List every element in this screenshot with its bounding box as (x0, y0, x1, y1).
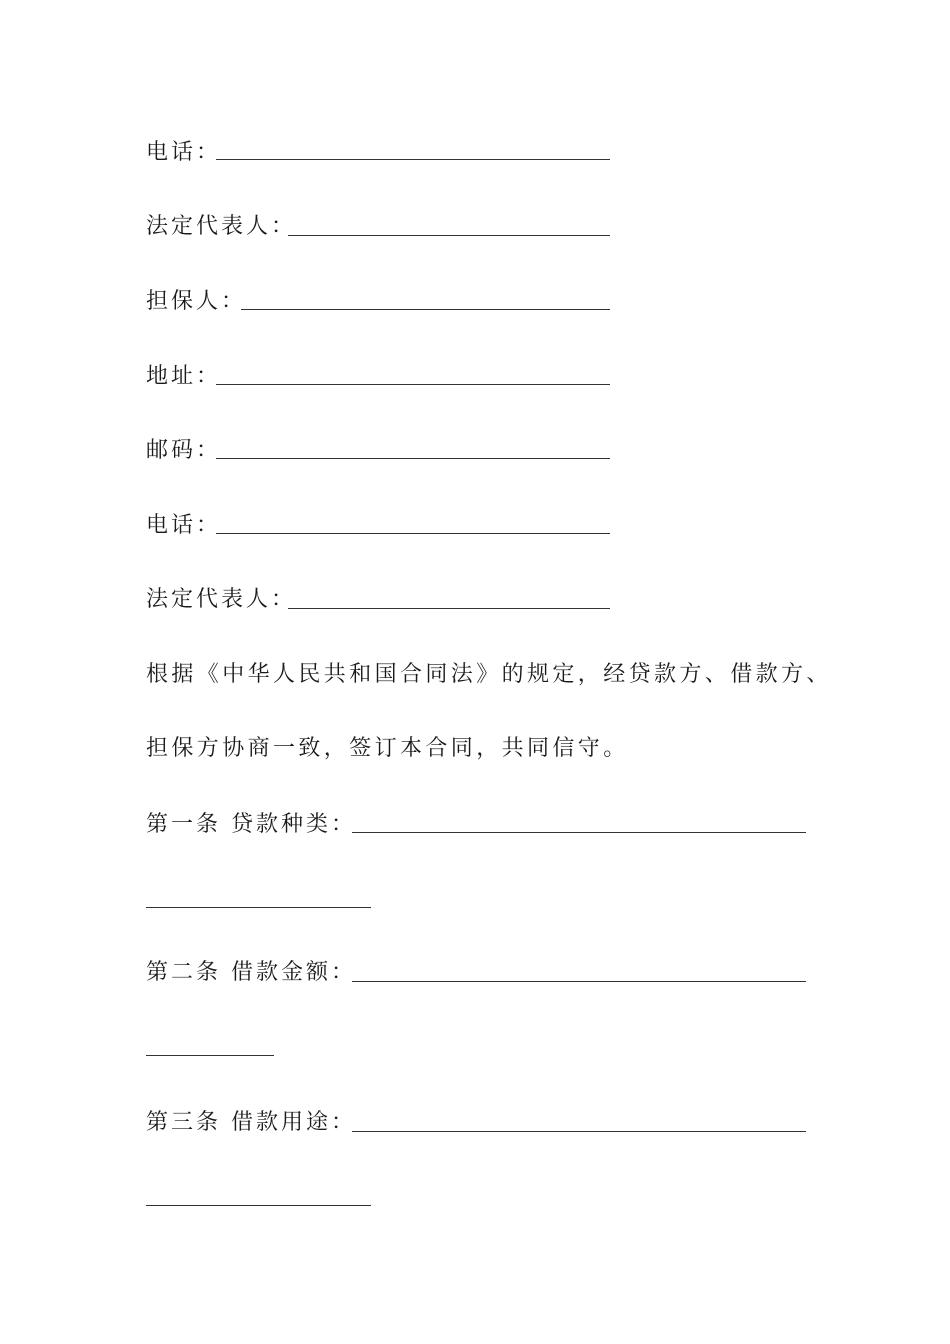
field-address (146, 362, 221, 392)
fill-in-blank (216, 159, 610, 160)
fill-in-blank-continuation (146, 1055, 274, 1056)
intro-line-2: 担保方协商一致，签订本合同，共同信守。 (146, 736, 629, 761)
field-label: 担保人： (146, 289, 247, 314)
article-2 (146, 958, 356, 988)
fill-in-blank (288, 235, 610, 236)
field-label: 法定代表人： (146, 587, 297, 612)
fill-in-blank (352, 981, 806, 982)
intro-line-1: 根据《中华人民共和国合同法》的规定，经贷款方、借款方、 (146, 662, 832, 687)
field-guarantor (146, 287, 246, 317)
field-label: 法定代表人： (146, 214, 297, 239)
field-label: 邮码： (146, 438, 222, 463)
field-legal-representative-2 (146, 585, 296, 615)
fill-in-blank (241, 309, 610, 310)
field-label: 电话： (146, 140, 222, 165)
fill-in-blank (288, 608, 610, 609)
fill-in-blank-continuation (146, 1205, 371, 1206)
article-label: 第二条 借款金额： (146, 960, 356, 985)
field-phone-1 (146, 138, 221, 168)
field-label: 电话： (146, 513, 222, 538)
field-postcode (146, 436, 221, 466)
article-1 (146, 810, 356, 840)
article-label: 第三条 借款用途： (146, 1110, 356, 1135)
fill-in-blank (216, 533, 610, 534)
fill-in-blank (216, 458, 610, 459)
article-label: 第一条 贷款种类： (146, 812, 356, 837)
fill-in-blank (352, 1131, 806, 1132)
article-3 (146, 1108, 356, 1138)
fill-in-blank-continuation (146, 907, 371, 908)
fill-in-blank (216, 384, 610, 385)
field-legal-representative-1 (146, 212, 296, 242)
fill-in-blank (352, 832, 806, 833)
field-phone-2 (146, 511, 221, 541)
field-label: 地址： (146, 364, 222, 389)
